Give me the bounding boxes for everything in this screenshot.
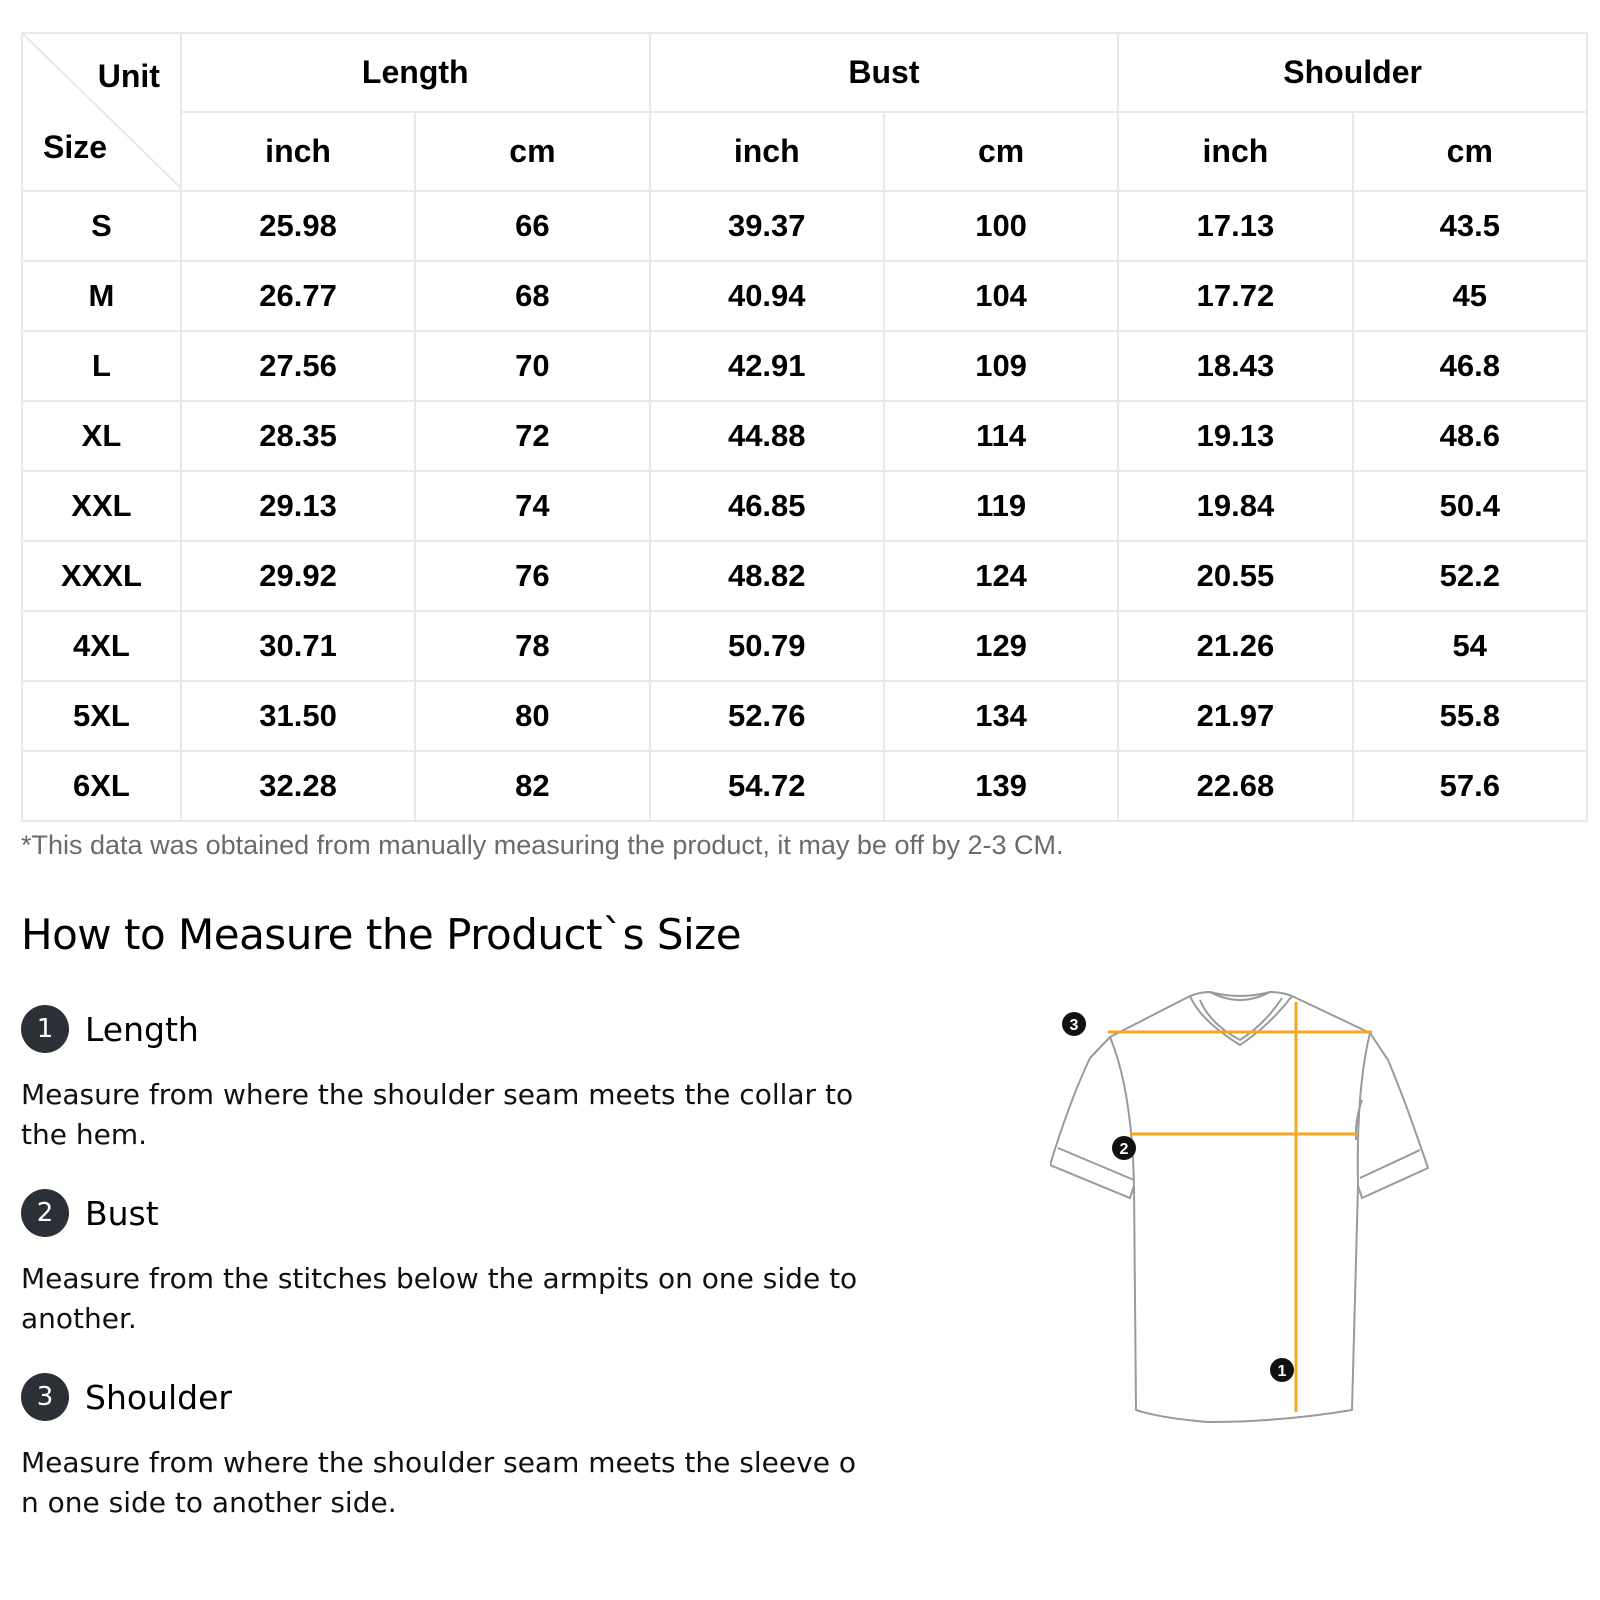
- measurement-cell: 17.13: [1118, 191, 1352, 261]
- size-label-cell: XXXL: [22, 541, 181, 611]
- measurement-cell: 21.97: [1118, 681, 1352, 751]
- unit-header: cm: [1353, 112, 1587, 191]
- corner-unit-label: Unit: [97, 58, 160, 94]
- measurement-cell: 44.88: [650, 401, 884, 471]
- size-label-cell: XXL: [22, 471, 181, 541]
- unit-header: inch: [181, 112, 415, 191]
- measurement-cell: 55.8: [1353, 681, 1587, 751]
- unit-header: cm: [415, 112, 649, 191]
- measurement-cell: 17.72: [1118, 261, 1352, 331]
- measurement-cell: 42.91: [650, 331, 884, 401]
- measurement-cell: 114: [884, 401, 1118, 471]
- measurement-cell: 25.98: [181, 191, 415, 261]
- step-name: Shoulder: [85, 1377, 232, 1417]
- measurement-cell: 39.37: [650, 191, 884, 261]
- corner-size-label: Size: [43, 129, 108, 165]
- table-row: [22, 681, 1587, 751]
- size-label-cell: 6XL: [22, 751, 181, 821]
- table-corner-header: [22, 33, 181, 191]
- step-name: Length: [85, 1009, 199, 1049]
- measurement-cell: 31.50: [181, 681, 415, 751]
- step-number-badge: 2: [21, 1189, 69, 1237]
- measurement-cell: 124: [884, 541, 1118, 611]
- table-row: [22, 261, 1587, 331]
- measurement-cell: 104: [884, 261, 1118, 331]
- measurement-cell: 74: [415, 471, 649, 541]
- measurement-cell: 40.94: [650, 261, 884, 331]
- measurement-cell: 78: [415, 611, 649, 681]
- measurement-cell: 48.6: [1353, 401, 1587, 471]
- measurement-cell: 100: [884, 191, 1118, 261]
- group-header-bust: Bust: [650, 33, 1119, 112]
- svg-text:3: 3: [1069, 1017, 1079, 1034]
- measurement-cell: 139: [884, 751, 1118, 821]
- measurement-note: *This data was obtained from manually measuring the product, it may be off by 2-3 CM.: [21, 830, 1064, 860]
- measurement-cell: 21.26: [1118, 611, 1352, 681]
- measurement-cell: 52.76: [650, 681, 884, 751]
- measurement-cell: 54.72: [650, 751, 884, 821]
- measurement-cell: 109: [884, 331, 1118, 401]
- measurement-cell: 46.85: [650, 471, 884, 541]
- measurement-cell: 29.13: [181, 471, 415, 541]
- measurement-cell: 19.13: [1118, 401, 1352, 471]
- measurement-cell: 50.4: [1353, 471, 1587, 541]
- measurement-cell: 22.68: [1118, 751, 1352, 821]
- table-row: [22, 751, 1587, 821]
- step-number-badge: 3: [21, 1373, 69, 1421]
- table-row: [22, 541, 1587, 611]
- measurement-cell: 72: [415, 401, 649, 471]
- step-description: Measure from where the shoulder seam meets the collar to the hem.: [21, 1078, 854, 1151]
- measurement-cell: 57.6: [1353, 751, 1587, 821]
- measurement-markers: [1062, 1012, 1294, 1382]
- unit-header: inch: [1118, 112, 1352, 191]
- size-label-cell: 4XL: [22, 611, 181, 681]
- measurement-cell: 30.71: [181, 611, 415, 681]
- measurement-cell: 54: [1353, 611, 1587, 681]
- group-header-length: Length: [181, 33, 650, 112]
- size-chart-table: [21, 32, 1588, 822]
- marker-1: [1270, 1358, 1294, 1382]
- size-label-cell: L: [22, 331, 181, 401]
- table-row: [22, 611, 1587, 681]
- measurement-cell: 27.56: [181, 331, 415, 401]
- size-label-cell: S: [22, 191, 181, 261]
- measurement-cell: 68: [415, 261, 649, 331]
- table-row: [22, 331, 1587, 401]
- measurement-cell: 43.5: [1353, 191, 1587, 261]
- measurement-cell: 129: [884, 611, 1118, 681]
- tshirt-measurement-diagram: [1050, 990, 1450, 1450]
- measurement-cell: 119: [884, 471, 1118, 541]
- unit-header: inch: [650, 112, 884, 191]
- step-description: Measure from where the shoulder seam meets the sleeve on one side to another side.: [21, 1446, 856, 1519]
- step-name: Bust: [85, 1193, 159, 1233]
- measurement-cell: 80: [415, 681, 649, 751]
- marker-2: [1112, 1136, 1136, 1160]
- size-label-cell: 5XL: [22, 681, 181, 751]
- measurement-lines: [1108, 1002, 1372, 1412]
- measurement-cell: 18.43: [1118, 331, 1352, 401]
- step-description: Measure from the stitches below the armpits on one side to another.: [21, 1262, 858, 1335]
- group-header-shoulder: Shoulder: [1118, 33, 1587, 112]
- step-number-badge: 1: [21, 1005, 69, 1053]
- measurement-cell: 48.82: [650, 541, 884, 611]
- measurement-cell: 20.55: [1118, 541, 1352, 611]
- measurement-cell: 45: [1353, 261, 1587, 331]
- size-label-cell: M: [22, 261, 181, 331]
- guide-title: How to Measure the Product`s Size: [21, 910, 742, 959]
- measurement-cell: 82: [415, 751, 649, 821]
- measurement-cell: 50.79: [650, 611, 884, 681]
- svg-text:2: 2: [1119, 1141, 1129, 1158]
- tshirt-outline: [1050, 992, 1428, 1422]
- step-length: [21, 1005, 871, 1155]
- measurement-cell: 52.2: [1353, 541, 1587, 611]
- measurement-cell: 19.84: [1118, 471, 1352, 541]
- step-bust: [21, 1189, 871, 1339]
- unit-header: cm: [884, 112, 1118, 191]
- measurement-cell: 29.92: [181, 541, 415, 611]
- svg-text:1: 1: [1277, 1363, 1287, 1380]
- table-row: [22, 191, 1587, 261]
- measurement-cell: 32.28: [181, 751, 415, 821]
- table-row: [22, 471, 1587, 541]
- measurement-cell: 134: [884, 681, 1118, 751]
- size-label-cell: XL: [22, 401, 181, 471]
- marker-3: [1062, 1012, 1086, 1036]
- step-shoulder: [21, 1373, 871, 1523]
- table-row: [22, 401, 1587, 471]
- measurement-cell: 28.35: [181, 401, 415, 471]
- measurement-cell: 26.77: [181, 261, 415, 331]
- measurement-cell: 46.8: [1353, 331, 1587, 401]
- measurement-cell: 76: [415, 541, 649, 611]
- measurement-cell: 70: [415, 331, 649, 401]
- measurement-cell: 66: [415, 191, 649, 261]
